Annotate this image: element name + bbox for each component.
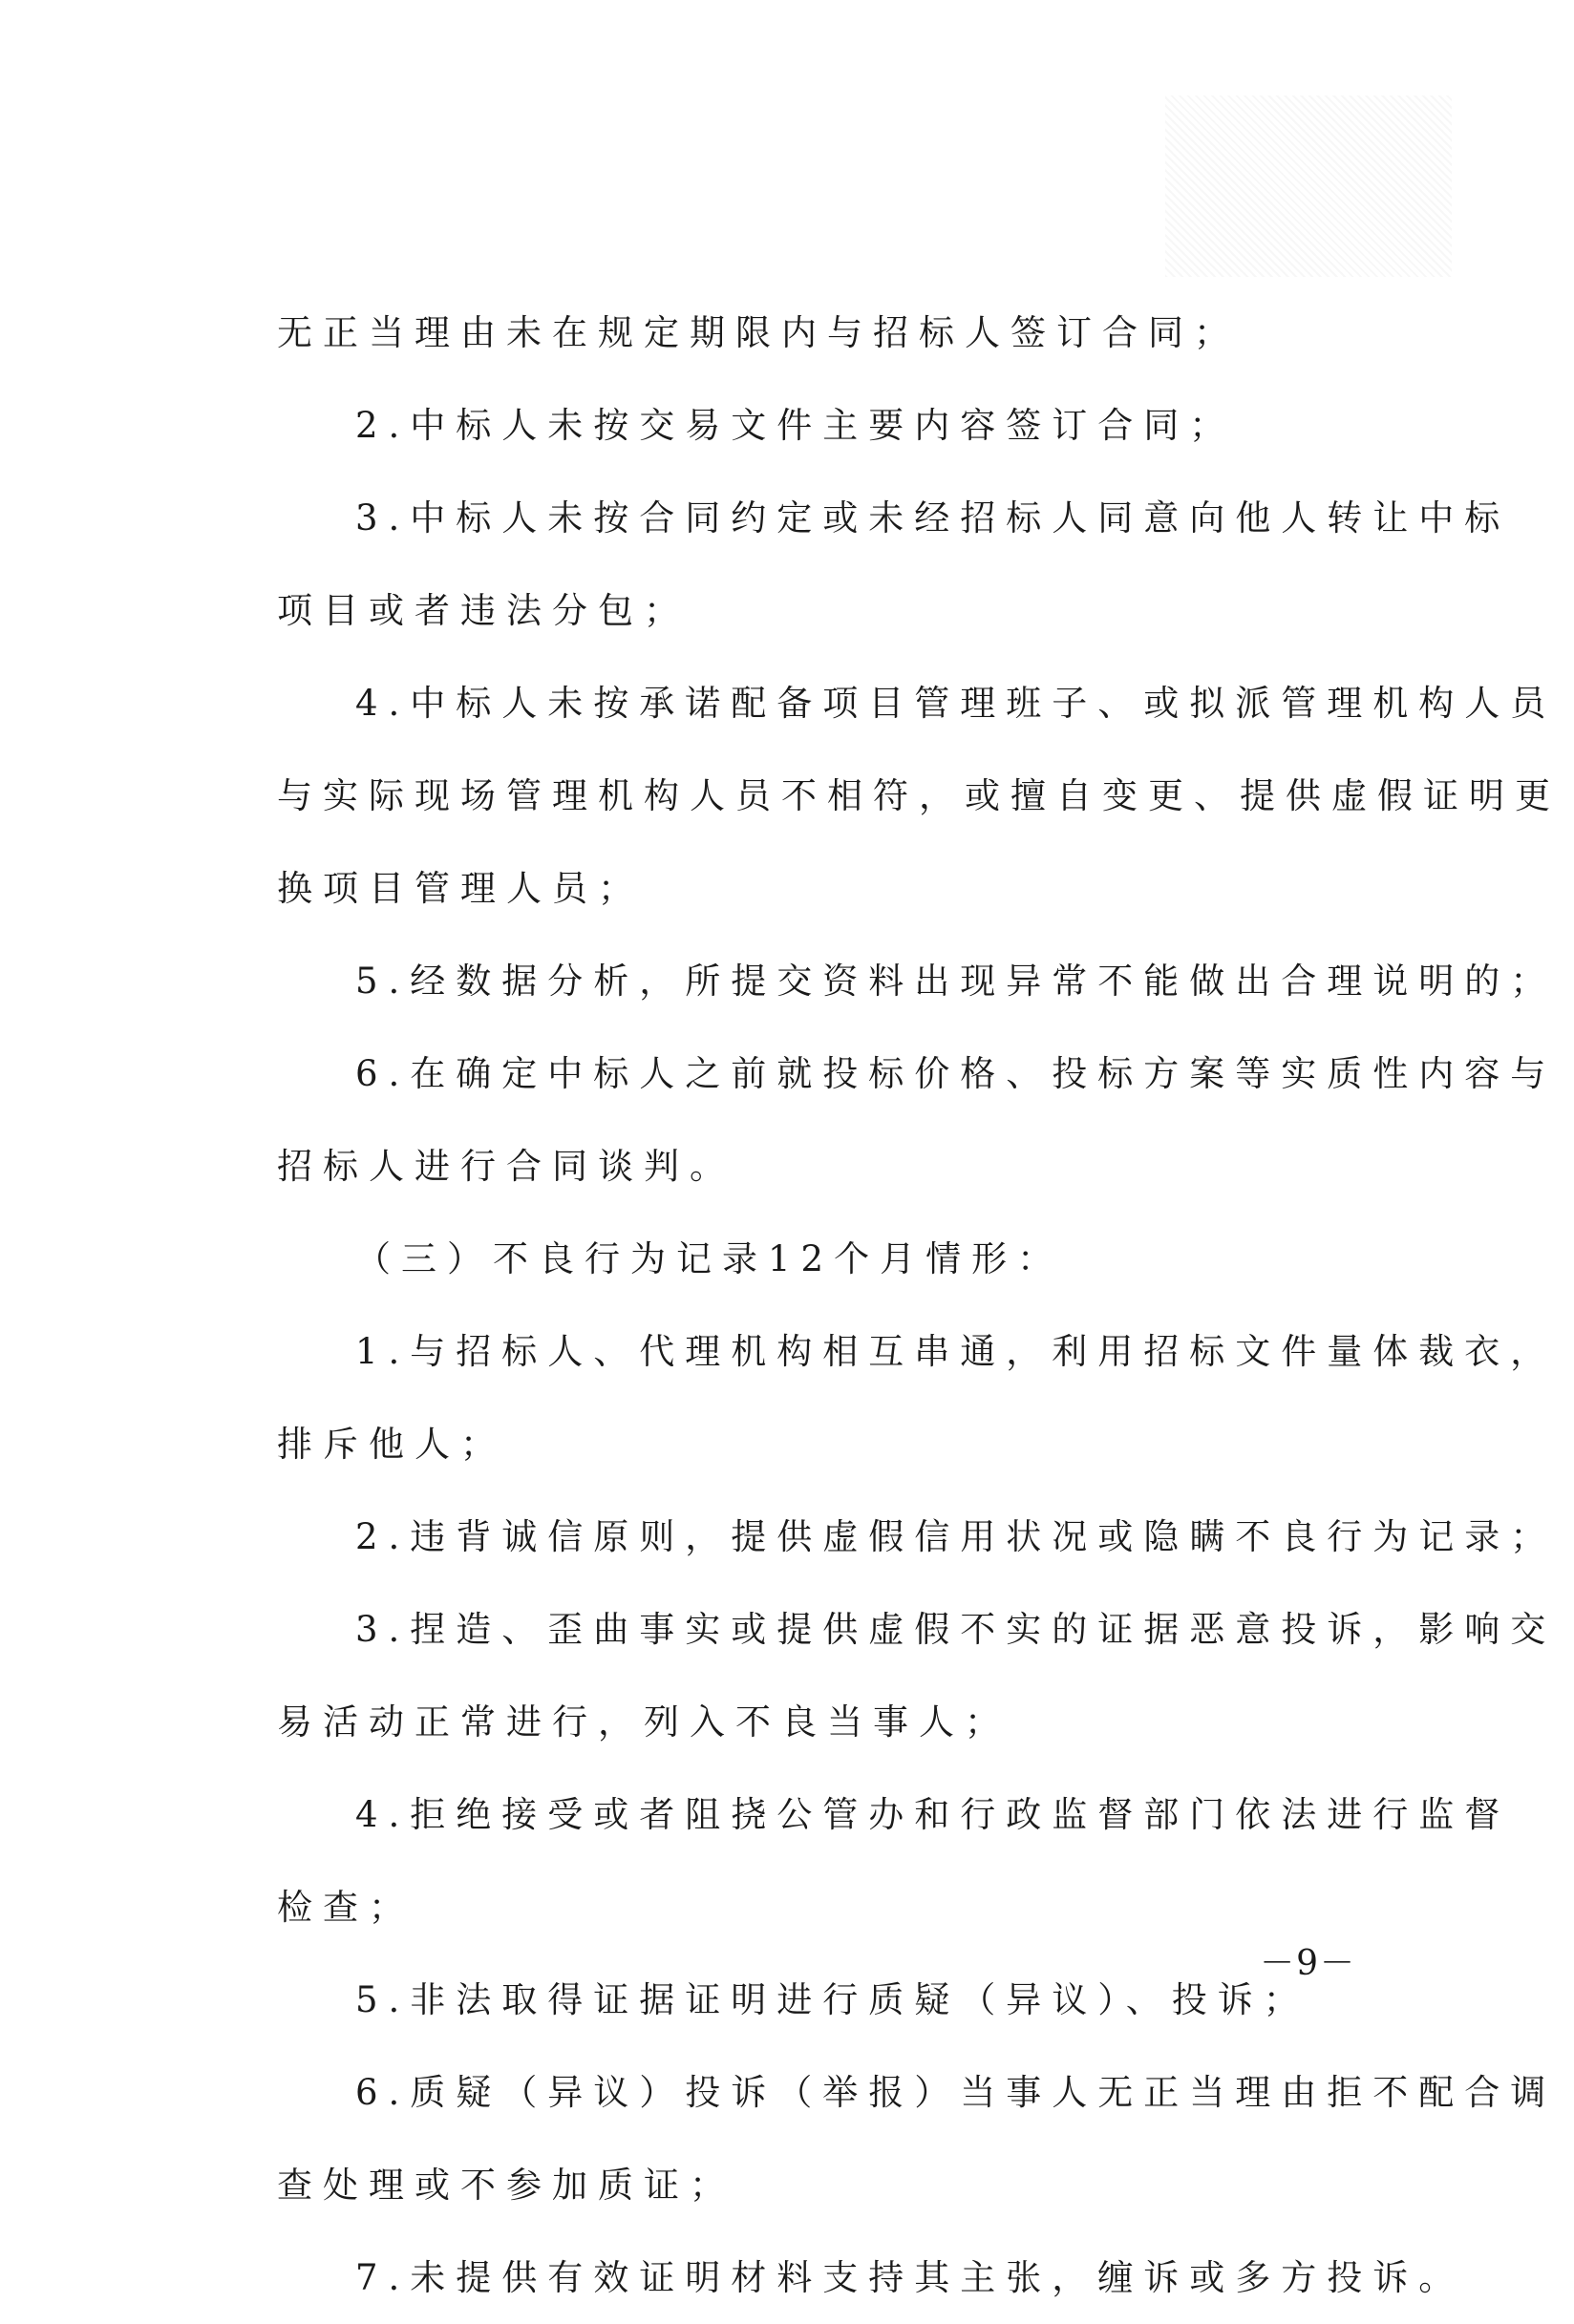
text-line: 与实际现场管理机构人员不相符，或擅自变更、提供虚假证明更	[277, 775, 1561, 816]
scan-noise	[1165, 95, 1452, 277]
text-line: 4.拒绝接受或者阻挠公管办和行政监督部门依法进行监督	[355, 1794, 1511, 1835]
text-line: 6.在确定中标人之前就投标价格、投标方案等实质性内容与	[355, 1053, 1557, 1094]
body-text	[277, 286, 1561, 2324]
text-line: 排斥他人；	[277, 1424, 506, 1465]
text-line: 5.非法取得证据证明进行质疑（异议）、投诉；	[355, 1979, 1309, 2020]
text-line: 6.质疑（异议）投诉（举报）当事人无正当理由拒不配合调	[355, 2072, 1557, 2113]
section-heading: （三）不良行为记录12个月情形：	[355, 1238, 1064, 1279]
text-line: 项目或者违法分包；	[277, 590, 690, 631]
text-line: 检查；	[277, 1887, 415, 1928]
text-line: 换项目管理人员；	[277, 868, 644, 909]
text-line: 4.中标人未按承诺配备项目管理班子、或拟派管理机构人员	[355, 683, 1557, 724]
text-line: 2.中标人未按交易文件主要内容签订合同；	[355, 405, 1236, 446]
text-line: 查处理或不参加质证；	[277, 2165, 735, 2206]
text-line: 3.中标人未按合同约定或未经招标人同意向他人转让中标	[355, 497, 1511, 539]
page-number: －9－	[1260, 1944, 1356, 1983]
text-line: 1.与招标人、代理机构相互串通，利用招标文件量体裁衣，	[355, 1331, 1557, 1372]
text-line: 3.捏造、歪曲事实或提供虚假不实的证据恶意投诉，影响交	[355, 1609, 1557, 1650]
text-line: 招标人进行合同谈判。	[277, 1146, 735, 1187]
text-line: 2.违背诚信原则，提供虚假信用状况或隐瞒不良行为记录；	[355, 1516, 1557, 1557]
text-line: 无正当理由未在规定期限内与招标人签订合同；	[277, 312, 1240, 353]
text-line: 易活动正常进行，列入不良当事人；	[277, 1701, 1010, 1743]
text-line: 7.未提供有效证明材料支持其主张，缠诉或多方投诉。	[355, 2257, 1465, 2298]
text-line: 5.经数据分析，所提交资料出现异常不能做出合理说明的；	[355, 961, 1557, 1002]
